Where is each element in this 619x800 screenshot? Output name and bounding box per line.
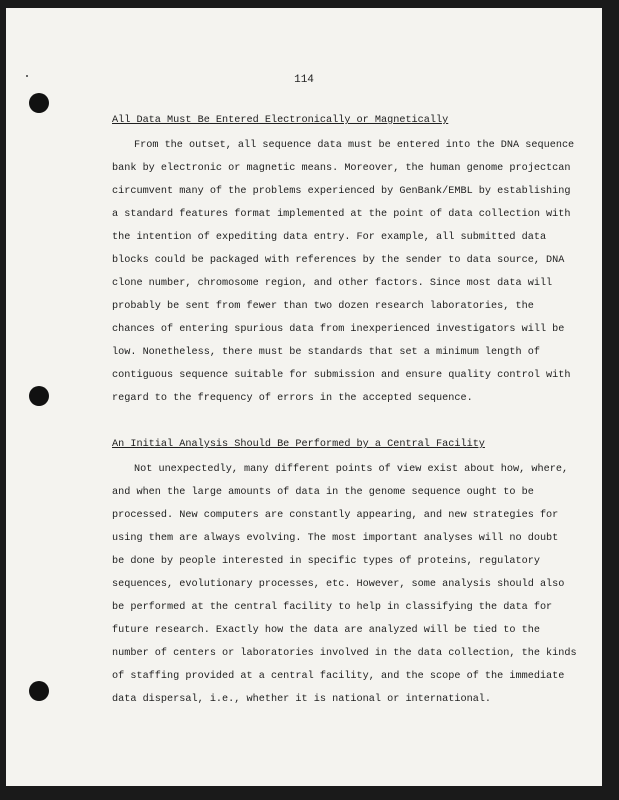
paragraph-line: future research. Exactly how the data are analyzed will be tied to the [112, 625, 540, 636]
paragraph-line: clone number, chromosome region, and other factors. Since most data will [112, 278, 553, 289]
paragraph-line: be performed at the central facility to help in classifying the data for [112, 602, 553, 613]
paragraph-line: bank by electronic or magnetic means. Moreover, the human genome projectcan [112, 163, 571, 174]
section-heading: All Data Must Be Entered Electronically or Magnetically [112, 115, 449, 126]
paragraph-line: be done by people interested in specific types of proteins, regulatory [112, 556, 540, 567]
paragraph-line: a standard features format implemented at the point of data collection with [112, 209, 571, 220]
binder-hole-top [29, 93, 49, 113]
paragraph-line: Not unexpectedly, many different points of view exist about how, where, [134, 464, 569, 475]
paragraph-line: From the outset, all sequence data must be entered into the DNA sequence [134, 140, 575, 151]
paragraph-line: number of centers or laboratories involved in the data collection, the kinds [112, 648, 577, 659]
paragraph-line: using them are always evolving. The most important analyses will no doubt [112, 533, 559, 544]
paragraph-line: data dispersal, i.e., whether it is national or international. [112, 694, 492, 705]
section-initial-analysis [112, 438, 577, 711]
paragraph-line: the intention of expediting data entry. For example, all submitted data [112, 232, 547, 243]
page-number: 114 [294, 74, 314, 86]
binder-hole-bottom [29, 681, 49, 701]
document-page [6, 8, 602, 786]
paragraph-line: regard to the frequency of errors in the accepted sequence. [112, 393, 473, 404]
paragraph-line: of staffing provided at a central facility, and the scope of the immediate [112, 671, 565, 682]
paragraph-line: blocks could be packaged with references by the sender to data source, DNA [112, 255, 565, 266]
paragraph-line: and when the large amounts of data in the genome sequence ought to be [112, 487, 534, 498]
section-heading: An Initial Analysis Should Be Performed by a Central Facility [112, 439, 485, 450]
paragraph-line: circumvent many of the problems experienced by GenBank/EMBL by establishing [112, 186, 571, 197]
paragraph-line: contiguous sequence suitable for submission and ensure quality control with [112, 370, 571, 381]
paragraph-line: processed. New computers are constantly appearing, and new strategies for [112, 510, 559, 521]
binder-hole-middle [29, 386, 49, 406]
paragraph-line: low. Nonetheless, there must be standards that set a minimum length of [112, 347, 540, 358]
paragraph-line: probably be sent from fewer than two dozen research laboratories, the [112, 301, 534, 312]
section-data-entry [112, 114, 575, 410]
paragraph-line: chances of entering spurious data from inexperienced investigators will be [112, 324, 565, 335]
paragraph-line: sequences, evolutionary processes, etc. However, some analysis should also [112, 579, 565, 590]
